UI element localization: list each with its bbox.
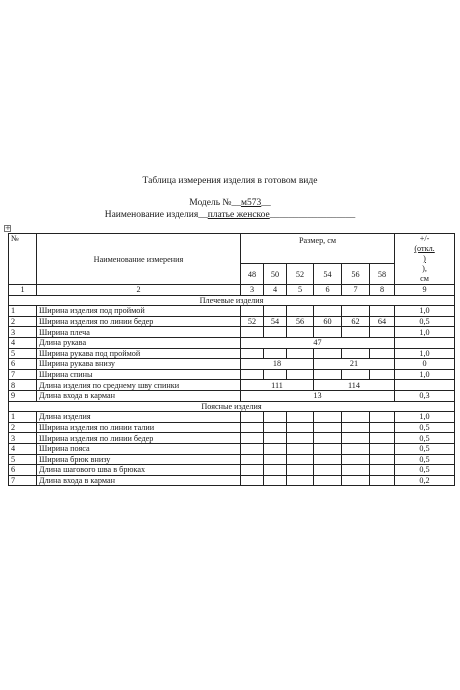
tol-line-4: ), xyxy=(422,264,427,273)
table-row xyxy=(9,327,455,338)
row-tolerance xyxy=(395,380,455,391)
row-no: 1 xyxy=(9,306,37,317)
row-tolerance: 0 xyxy=(395,359,455,370)
header-tolerance xyxy=(395,234,455,285)
size-value xyxy=(342,475,370,486)
size-value xyxy=(370,465,395,476)
column-number: 5 xyxy=(287,285,314,296)
header-no: № xyxy=(9,234,37,285)
size-value xyxy=(342,433,370,444)
row-name: Длина рукава xyxy=(37,337,241,348)
row-no: 8 xyxy=(9,380,37,391)
row-tolerance: 0,3 xyxy=(395,390,455,401)
row-no: 2 xyxy=(9,422,37,433)
row-tolerance: 0,5 xyxy=(395,433,455,444)
product-value: платье женское xyxy=(207,210,270,220)
row-name: Длина входа в карман xyxy=(37,390,241,401)
size-value xyxy=(370,306,395,317)
value-sizes-54-58: 114 xyxy=(314,380,395,391)
size-header-48: 48 xyxy=(241,264,264,285)
size-value: 62 xyxy=(342,316,370,327)
row-no: 6 xyxy=(9,465,37,476)
model-label: Модель №__ xyxy=(189,198,241,208)
size-value xyxy=(241,369,264,380)
column-number: 2 xyxy=(37,285,241,296)
size-value xyxy=(241,443,264,454)
size-header-52: 52 xyxy=(287,264,314,285)
table-row xyxy=(9,454,455,465)
size-value xyxy=(314,306,342,317)
row-name: Ширина изделия по линии бедер xyxy=(37,316,241,327)
product-label: Наименование изделия__ xyxy=(104,210,208,220)
size-value xyxy=(241,348,264,359)
size-value xyxy=(370,327,395,338)
row-no: 6 xyxy=(9,359,37,370)
size-value: 60 xyxy=(314,316,342,327)
section-row xyxy=(9,401,455,412)
row-name: Ширина спины xyxy=(37,369,241,380)
row-tolerance: 0,5 xyxy=(395,443,455,454)
size-value xyxy=(287,306,314,317)
row-no: 4 xyxy=(9,337,37,348)
size-value xyxy=(370,454,395,465)
size-value xyxy=(287,369,314,380)
size-value xyxy=(287,348,314,359)
row-name: Длина входа в карман xyxy=(37,475,241,486)
size-value xyxy=(287,422,314,433)
row-name: Ширина изделия по линии талии xyxy=(37,422,241,433)
size-value xyxy=(314,348,342,359)
row-name: Ширина брюк внизу xyxy=(37,454,241,465)
table-row xyxy=(9,359,455,370)
size-value xyxy=(241,327,264,338)
size-value xyxy=(314,454,342,465)
row-name: Длина изделия xyxy=(37,412,241,423)
value-sizes-48-52: 18 xyxy=(241,359,314,370)
size-value xyxy=(314,327,342,338)
table-row xyxy=(9,316,455,327)
row-tolerance: 1,0 xyxy=(395,412,455,423)
tol-line-1: +/- xyxy=(419,234,430,243)
row-no: 5 xyxy=(9,348,37,359)
size-value xyxy=(264,327,287,338)
size-value xyxy=(241,433,264,444)
table-row xyxy=(9,422,455,433)
size-value xyxy=(241,412,264,423)
row-no: 5 xyxy=(9,454,37,465)
size-value xyxy=(264,412,287,423)
column-number: 3 xyxy=(241,285,264,296)
column-number: 6 xyxy=(314,285,342,296)
column-number: 8 xyxy=(370,285,395,296)
size-value xyxy=(287,465,314,476)
tol-line-2: (откл. xyxy=(414,244,435,253)
row-no: 7 xyxy=(9,475,37,486)
size-value xyxy=(241,454,264,465)
document-title: Таблица измерения изделия в готовом виде xyxy=(142,176,318,186)
size-value: 64 xyxy=(370,316,395,327)
row-name: Длина изделия по среднему шву спинки xyxy=(37,380,241,391)
size-value xyxy=(264,443,287,454)
row-no: 7 xyxy=(9,369,37,380)
row-no: 3 xyxy=(9,433,37,444)
size-value xyxy=(264,475,287,486)
row-no: 2 xyxy=(9,316,37,327)
table-row xyxy=(9,443,455,454)
size-value xyxy=(342,465,370,476)
size-value xyxy=(287,475,314,486)
size-value xyxy=(342,412,370,423)
size-value xyxy=(287,443,314,454)
size-value xyxy=(342,422,370,433)
row-tolerance: 1,0 xyxy=(395,348,455,359)
product-line xyxy=(0,210,460,220)
size-value xyxy=(314,433,342,444)
row-tolerance: 0,5 xyxy=(395,316,455,327)
size-value xyxy=(314,422,342,433)
size-value xyxy=(314,369,342,380)
table-row xyxy=(9,306,455,317)
table-row xyxy=(9,412,455,423)
size-header-56: 56 xyxy=(342,264,370,285)
size-value xyxy=(287,433,314,444)
size-value xyxy=(314,465,342,476)
model-tail: __ xyxy=(261,198,271,208)
section-row xyxy=(9,295,455,306)
value-sizes-54-58: 21 xyxy=(314,359,395,370)
column-number-row xyxy=(9,285,455,296)
size-header-50: 50 xyxy=(264,264,287,285)
size-value xyxy=(370,433,395,444)
table-row xyxy=(9,348,455,359)
model-value: м573 xyxy=(240,198,262,208)
row-tolerance: 0,5 xyxy=(395,422,455,433)
row-tolerance: 1,0 xyxy=(395,369,455,380)
table-row xyxy=(9,465,455,476)
row-no: 3 xyxy=(9,327,37,338)
table-row xyxy=(9,369,455,380)
span-value: 13 xyxy=(241,390,395,401)
measurement-table xyxy=(8,233,455,486)
table-row xyxy=(9,337,455,348)
size-value xyxy=(264,306,287,317)
row-tolerance xyxy=(395,337,455,348)
size-value xyxy=(342,369,370,380)
size-value xyxy=(370,348,395,359)
header-size-group: Размер, см xyxy=(241,234,395,264)
column-number: 7 xyxy=(342,285,370,296)
size-header-58: 58 xyxy=(370,264,395,285)
size-value xyxy=(241,475,264,486)
table-move-handle-icon[interactable]: + xyxy=(5,224,11,232)
size-value xyxy=(287,327,314,338)
size-value xyxy=(264,422,287,433)
size-value xyxy=(370,475,395,486)
span-value: 47 xyxy=(241,337,395,348)
row-no: 9 xyxy=(9,390,37,401)
table-row xyxy=(9,390,455,401)
row-name: Ширина плеча xyxy=(37,327,241,338)
model-line xyxy=(0,198,460,208)
size-value xyxy=(342,454,370,465)
row-tolerance: 1,0 xyxy=(395,306,455,317)
size-value xyxy=(287,454,314,465)
row-tolerance: 1,0 xyxy=(395,327,455,338)
size-value xyxy=(314,412,342,423)
header-row xyxy=(9,234,455,264)
size-value xyxy=(241,465,264,476)
row-tolerance: 0,5 xyxy=(395,465,455,476)
size-value xyxy=(264,348,287,359)
column-number: 9 xyxy=(395,285,455,296)
size-value xyxy=(370,412,395,423)
size-value xyxy=(342,306,370,317)
column-number: 4 xyxy=(264,285,287,296)
row-name: Ширина рукава внизу xyxy=(37,359,241,370)
table-row xyxy=(9,475,455,486)
row-tolerance: 0,2 xyxy=(395,475,455,486)
row-no: 4 xyxy=(9,443,37,454)
size-value: 54 xyxy=(264,316,287,327)
size-value: 52 xyxy=(241,316,264,327)
product-tail: __________________ xyxy=(269,210,356,220)
section-title: Плечевые изделия xyxy=(9,295,455,306)
size-value xyxy=(264,465,287,476)
row-name: Ширина пояса xyxy=(37,443,241,454)
tol-line-3: ) xyxy=(423,254,426,263)
table-row xyxy=(9,433,455,444)
size-value xyxy=(264,369,287,380)
header-name: Наименование измерения xyxy=(37,234,241,285)
size-value xyxy=(287,412,314,423)
size-value xyxy=(314,475,342,486)
section-title: Поясные изделия xyxy=(9,401,455,412)
size-value xyxy=(241,306,264,317)
size-value xyxy=(342,348,370,359)
size-value xyxy=(342,443,370,454)
size-value xyxy=(370,369,395,380)
size-value xyxy=(264,433,287,444)
value-sizes-48-52: 111 xyxy=(241,380,314,391)
row-name: Ширина изделия по линии бедер xyxy=(37,433,241,444)
size-value xyxy=(370,422,395,433)
size-value xyxy=(314,443,342,454)
row-name: Длина шагового шва в брюках xyxy=(37,465,241,476)
row-tolerance: 0,5 xyxy=(395,454,455,465)
column-number: 1 xyxy=(9,285,37,296)
row-name: Ширина изделия под проймой xyxy=(37,306,241,317)
size-value xyxy=(342,327,370,338)
size-header-54: 54 xyxy=(314,264,342,285)
row-no: 1 xyxy=(9,412,37,423)
tol-line-5: см xyxy=(420,274,429,283)
row-name: Ширина рукава под проймой xyxy=(37,348,241,359)
size-value: 56 xyxy=(287,316,314,327)
size-value xyxy=(370,443,395,454)
table-row xyxy=(9,380,455,391)
size-value xyxy=(241,422,264,433)
size-value xyxy=(264,454,287,465)
